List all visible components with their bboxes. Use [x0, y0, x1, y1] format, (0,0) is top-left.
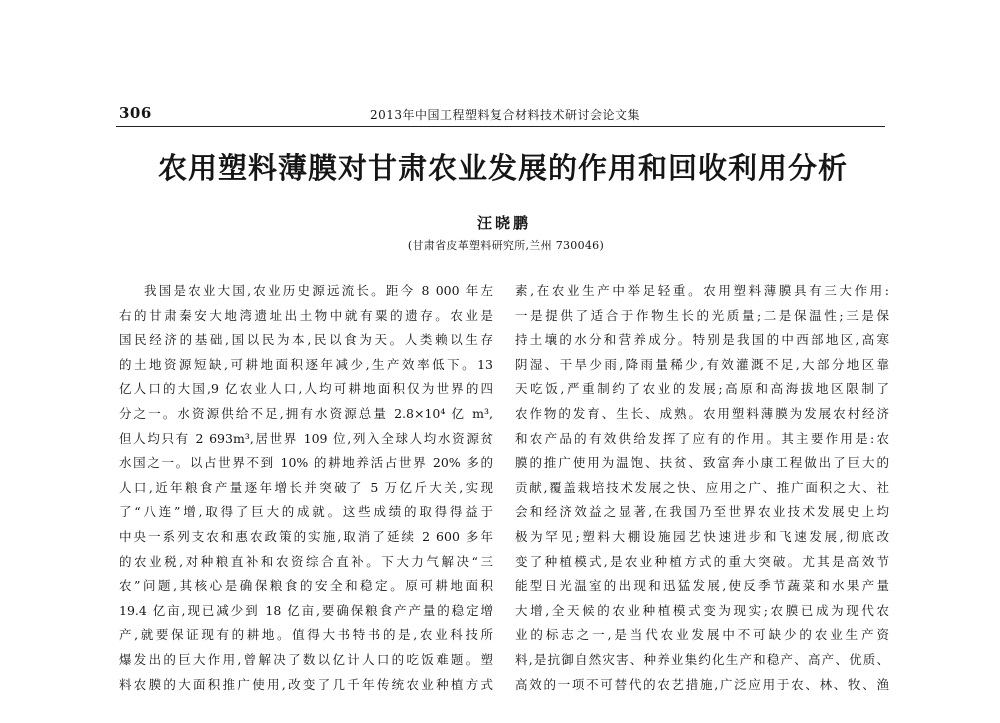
author-affiliation: (甘肃省皮革塑料研究所,兰州 730046) [407, 239, 605, 252]
body-text-line: 会和经济效益之显著,在我国乃至世界农业技术发展史上均 [515, 504, 889, 520]
body-text-line: 和农产品的有效供给发挥了应有的作用。其主要作用是:农 [515, 430, 889, 446]
running-head: 2013年中国工程塑料复合材料技术研讨会论文集 [369, 108, 641, 122]
body-text-line: 右的甘肃秦安大地湾遗址出土物中就有粟的遗存。农业是 [119, 307, 493, 323]
body-text-line: 一是提供了适合于作物生长的光质量;二是保温性;三是保 [515, 307, 889, 323]
body-text-line: 农作物的发育、生长、成熟。农用塑料薄膜为发展农村经济 [515, 405, 889, 421]
body-text-line: 中央一系列支农和惠农政策的实施,取消了延续 2 600 多年 [119, 528, 493, 544]
body-text-line: 的土地资源短缺,可耕地面积逐年减少,生产效率低下。13 [119, 356, 493, 372]
body-text-line: 阴湿、干旱少雨,降雨量稀少,有效灌溉不足,大部分地区靠 [515, 356, 889, 372]
author-name: 汪晓鹏 [476, 214, 531, 232]
right-column [515, 279, 889, 697]
body-text-line: 但人均只有 2 693m³,居世界 109 位,列入全球人均水资源贫 [119, 430, 493, 446]
body-text-line: 国民经济的基础,国以民为本,民以食为天。人类赖以生存 [119, 332, 493, 348]
body-text-line: 料农膜的大面积推广使用,改变了几千年传统农业种植方式 [119, 676, 493, 692]
body-text-line: 爆发出的巨大作用,曾解决了数以亿计人口的吃饭难题。塑 [119, 651, 493, 667]
body-text-line: 人口,近年粮食产量逐年增长并突破了 5 万亿斤大关,实现 [119, 479, 493, 495]
body-text-line: 持土壤的水分和营养成分。特别是我国的中西部地区,高寒 [515, 332, 889, 348]
body-text-line: 我国是农业大国,农业历史源远流长。距今 8 000 年左 [144, 283, 493, 298]
page-number: 306 [119, 104, 152, 122]
article-title: 农用塑料薄膜对甘肃农业发展的作用和回收利用分析 [157, 151, 848, 185]
body-text-line: 变了种植模式,是农业种植方式的重大突破。尤其是高效节 [515, 553, 889, 569]
body-text-line: 的农业税,对种粮直补和农资综合直补。下大力气解决“三 [119, 553, 493, 569]
body-text-line: 大增,全天候的农业种植模式变为现实;农膜已成为现代农 [515, 602, 889, 618]
left-column [119, 279, 493, 697]
body-text-line: 极为罕见;塑料大棚设施园艺快速进步和飞速发展,彻底改 [515, 528, 889, 544]
body-text-line: 天吃饭,严重制约了农业的发展;高原和高海拔地区限制了 [515, 381, 889, 397]
body-text-line: 料,是抗御自然灾害、种养业集约化生产和稳产、高产、优质、 [515, 651, 889, 667]
body-text-line: 分之一。水资源供给不足,拥有水资源总量 2.8×10⁴ 亿 m³, [119, 405, 493, 421]
body-text-line: 19.4 亿亩,现已减少到 18 亿亩,要确保粮食产产量的稳定增 [119, 602, 493, 618]
body-text-line: 素,在农业生产中举足轻重。农用塑料薄膜具有三大作用: [515, 283, 889, 298]
body-text-line: 产,就要保证现有的耕地。值得大书特书的是,农业科技所 [119, 627, 493, 643]
body-text-line: 了“八连”增,取得了巨大的成就。这些成绩的取得得益于 [119, 504, 493, 520]
header-rule [116, 126, 885, 127]
body-text-line: 水国之一。以占世界不到 10% 的耕地养活占世界 20% 多的 [119, 455, 493, 471]
body-text-line: 亿人口的大国,9 亿农业人口,人均可耕地面积仅为世界的四 [119, 381, 493, 397]
body-text-line: 农”问题,其核心是确保粮食的安全和稳定。原可耕地面积 [119, 578, 493, 594]
body-text-line: 业的标志之一,是当代农业发展中不可缺少的农业生产资 [515, 627, 889, 643]
body-text-line: 能型日光温室的出现和迅猛发展,使反季节蔬菜和水果产量 [515, 578, 889, 594]
body-text-line: 贡献,覆盖栽培技术发展之快、应用之广、推广面积之大、社 [515, 479, 889, 495]
body-text-line: 膜的推广使用为温饱、扶贫、致富奔小康工程做出了巨大的 [515, 455, 889, 471]
body-text-line: 高效的一项不可替代的农艺措施,广泛应用于农、林、牧、渔 [515, 676, 889, 692]
